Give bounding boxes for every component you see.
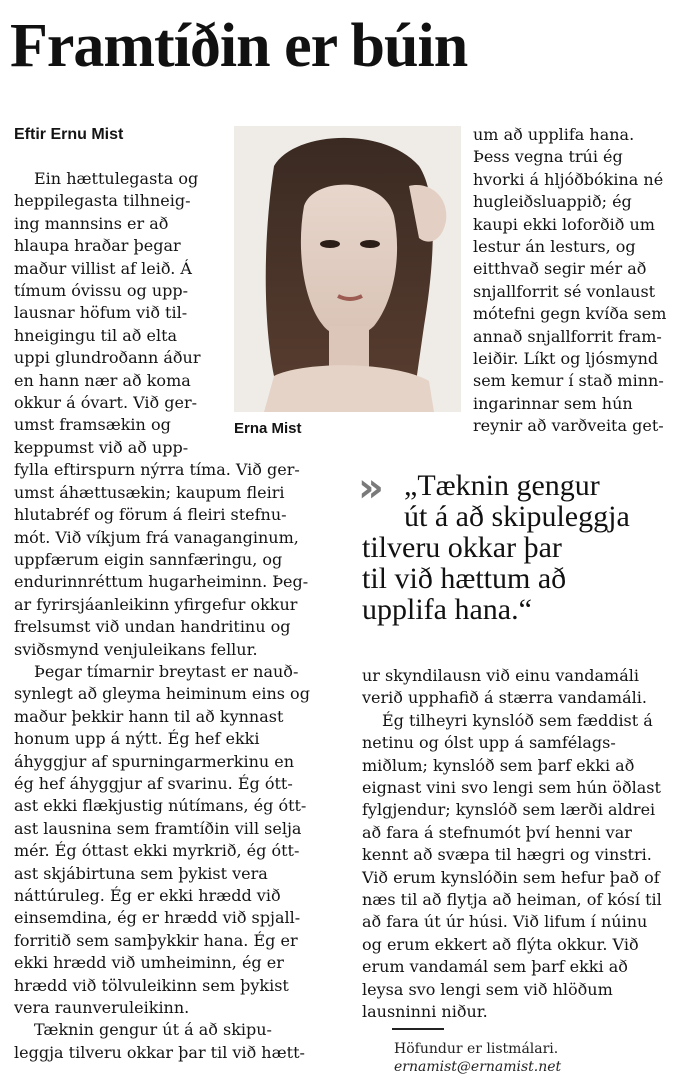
quote-chevron-icon: »: [358, 465, 378, 511]
text-line: fylla eftirspurn nýrra tíma. Við ger-: [14, 460, 300, 480]
text-line: okkur á óvart. Við ger-: [14, 393, 198, 413]
text-line: lausnar höfum við til-: [14, 303, 188, 323]
text-line: vera raunveruleikinn.: [14, 998, 190, 1018]
text-line: eignast vini svo lengi sem hún öðlast: [362, 778, 661, 798]
text-line: umst framsækin og: [14, 415, 171, 435]
pull-quote-line: út á að skipuleggja: [404, 500, 630, 533]
pull-quote-line: til við hættum að: [362, 562, 567, 595]
pull-quote-line: upplifa hana.“: [362, 593, 532, 626]
pull-quote: [358, 465, 692, 626]
text-line: kaupi ekki loforðið um: [473, 214, 655, 234]
text-line: hlutabréf og förum á fleiri stefnu-: [14, 505, 287, 525]
text-line: verið upphafið á stærra vandamáli.: [362, 688, 647, 708]
text-line: ég hef áhyggjur af svarinu. Ég ótt-: [14, 773, 293, 793]
right-column-bottom: [362, 665, 690, 1024]
portrait-image: [234, 126, 461, 412]
text-line: tímum óvissu og upp-: [14, 281, 189, 301]
text-line: synlegt að gleyma heiminum eins og: [14, 684, 310, 704]
text-line: ast ekki flækjustig nútímans, ég ótt-: [14, 796, 307, 816]
text-line: einsemdina, ég er hrædd við spjall-: [14, 908, 301, 928]
author-note: Höfundur er listmálari.: [394, 1041, 559, 1057]
footnote: [394, 1040, 561, 1076]
text-line: hrædd við tölvuleikinn sem þykist: [14, 975, 289, 995]
text-line: að fara á stefnumót því henni var: [362, 822, 632, 842]
text-line: heppilegasta tilhneig-: [14, 191, 191, 211]
text-line: hugleiðsluappið; ég: [473, 192, 632, 212]
text-line: Ég tilheyri kynslóð sem fæddist á: [382, 710, 653, 730]
text-line: miðlum; kynslóð sem þarf ekki að: [362, 755, 635, 775]
photo-caption: Erna Mist: [234, 420, 302, 437]
text-line: ast lausnina sem framtíðin vill selja: [14, 818, 302, 838]
divider-rule: [392, 1028, 444, 1030]
author-photo: [234, 126, 461, 412]
text-line: forritið sem samþykkir hana. Ég er: [14, 930, 298, 950]
text-line: Ein hættulegasta og: [34, 169, 199, 188]
text-line: eitthvað segir mér að: [473, 259, 647, 279]
pull-quote-line: tilveru okkar þar: [362, 531, 562, 564]
text-line: hvorki á hljóðbókina né: [473, 169, 664, 189]
text-line: og erum ekkert að flýta okkur. Við: [362, 934, 639, 954]
text-line: snjallforrit sé vonlaust: [473, 281, 656, 301]
author-email: ernamist@ernamist.net: [394, 1059, 562, 1075]
text-line: umst áhættusækin; kaupum fleiri: [14, 482, 285, 502]
text-line: annað snjallforrit fram-: [473, 326, 662, 346]
text-line: ing mannsins er að: [14, 213, 169, 233]
text-line: fylgjendur; kynslóð sem lærði aldrei: [362, 800, 656, 820]
text-line: hneigingu til að elta: [14, 325, 178, 345]
text-line: maður villist af leið. Á: [14, 258, 192, 278]
pull-quote-line: „Tæknin gengur: [404, 469, 600, 502]
text-line: netinu og ólst upp á samfélags-: [362, 733, 616, 753]
text-line: ekki hrædd við umheiminn, ég er: [14, 953, 284, 973]
text-line: Tæknin gengur út á að skipu-: [34, 1020, 272, 1040]
text-line: sviðsmynd venjuleikans fellur.: [14, 639, 258, 659]
text-line: en hann nær að koma: [14, 370, 191, 390]
text-line: erum vandamál sem þarf ekki að: [362, 957, 628, 977]
text-line: lestur án lesturs, og: [473, 237, 636, 257]
text-line: Þegar tímarnir breytast er nauð-: [34, 661, 299, 681]
text-line: um að upplifa hana.: [473, 125, 635, 144]
text-line: áhyggjur af spurningarmerkinu en: [14, 751, 295, 771]
text-line: ast skjábirtuna sem þykist vera: [14, 863, 268, 883]
text-line: endurinnréttum hugarheiminn. Þeg-: [14, 572, 309, 592]
text-line: næs til að flytja að heiman, of kósí til: [362, 890, 662, 910]
headline: Framtíðin er búin: [10, 12, 468, 80]
text-line: honum upp á nýtt. Ég hef ekki: [14, 729, 260, 749]
text-line: uppfærum eigin sannfæringu, og: [14, 549, 283, 569]
text-line: frelsumst við undan handritinu og: [14, 617, 291, 637]
text-line: leiðir. Líkt og ljósmynd: [473, 349, 659, 369]
text-line: mér. Ég óttast ekki myrkrið, ég ótt-: [14, 841, 300, 861]
text-line: Við erum kynslóðin sem hefur það of: [362, 867, 660, 887]
text-line: uppi glundroðann áður: [14, 348, 201, 368]
text-line: keppumst við að upp-: [14, 437, 189, 457]
text-line: ar fyrirsjáanleikinn yfirgefur okkur: [14, 594, 298, 614]
byline: Eftir Ernu Mist: [14, 126, 124, 143]
text-line: ur skyndilausn við einu vandamáli: [362, 666, 639, 685]
text-line: að fara út úr húsi. Við lifum í núinu: [362, 912, 648, 932]
text-line: leysa svo lengi sem við hlöðum: [362, 979, 613, 999]
text-line: mót. Við víkjum frá vanaganginum,: [14, 527, 299, 547]
text-line: sem kemur í stað minn-: [473, 371, 664, 391]
text-line: ingarinnar sem hún: [473, 393, 633, 413]
text-line: mótefni gegn kvíða sem: [473, 304, 667, 324]
text-line: reynir að varðveita get-: [473, 416, 664, 436]
text-line: hlaupa hraðar þegar: [14, 236, 181, 256]
text-line: Þess vegna trúi ég: [473, 147, 623, 167]
right-column-top: [473, 124, 689, 438]
text-line: náttúruleg. Ég er ekki hrædd við: [14, 886, 281, 905]
text-line: leggja tilveru okkar þar til við hætt-: [14, 1042, 305, 1062]
text-line: kennt að svæpa til hægri og vinstri.: [362, 845, 652, 865]
text-line: lausninni niður.: [362, 1002, 488, 1022]
text-line: maður þekkir hann til að kynnast: [14, 706, 284, 726]
